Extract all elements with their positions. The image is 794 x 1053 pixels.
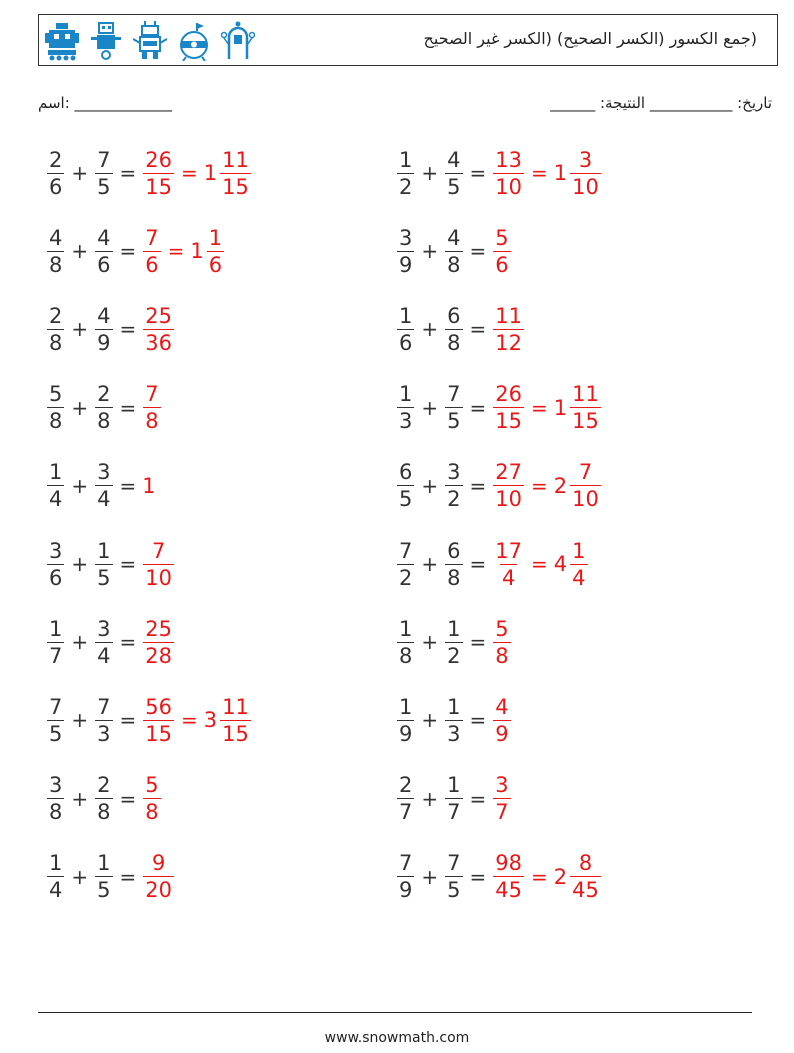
mixed-denominator: 45 — [572, 878, 599, 903]
footer-url: www.snowmath.com — [324, 1030, 470, 1046]
answer-fraction — [493, 694, 510, 747]
addend-a — [47, 225, 64, 278]
answer-fraction-numerator: 7 — [145, 382, 159, 407]
addend-b-denominator: 8 — [97, 409, 111, 434]
answer-fraction-numerator: 27 — [495, 460, 523, 485]
addend-a-denominator: 9 — [399, 878, 413, 903]
problem-item — [396, 846, 602, 908]
plus-sign: + — [421, 552, 439, 576]
addend-b — [95, 147, 112, 200]
problem-item — [396, 142, 602, 204]
problem-item — [396, 768, 512, 830]
plus-sign: + — [421, 708, 439, 733]
answer-fraction-numerator: 5 — [495, 616, 509, 641]
answer-fraction — [493, 459, 524, 512]
addend-a-numerator: 1 — [399, 382, 413, 407]
mixed-fraction — [570, 147, 601, 200]
addend-a — [47, 694, 64, 747]
addend-a-denominator: 9 — [399, 252, 413, 277]
answer-fraction-denominator: 10 — [495, 487, 523, 512]
addend-a-numerator: 7 — [49, 694, 63, 719]
equals-sign: = — [119, 630, 137, 655]
addend-a-numerator: 6 — [399, 460, 413, 485]
addend-a — [397, 459, 414, 512]
mixed-whole: 1 — [190, 239, 204, 264]
answer-fraction — [493, 850, 524, 903]
problem-item — [396, 689, 512, 751]
answer-fraction-denominator: 6 — [495, 252, 509, 277]
addend-a-denominator: 7 — [49, 643, 63, 668]
problem-item — [46, 455, 158, 517]
addend-a-numerator: 5 — [49, 382, 63, 407]
answer-fraction-numerator: 17 — [495, 538, 523, 563]
robot-icon-3 — [133, 21, 167, 61]
addend-a-numerator: 7 — [399, 851, 413, 876]
addend-a-denominator: 8 — [49, 409, 63, 434]
plus-sign: + — [71, 552, 89, 576]
addend-a — [397, 381, 414, 434]
answer-equals-sign: = — [531, 552, 548, 576]
plus-sign: + — [421, 786, 439, 811]
answer-fraction-numerator: 26 — [145, 147, 173, 172]
addend-a-numerator: 1 — [49, 616, 63, 641]
addend-b — [445, 538, 462, 591]
problem-item — [396, 455, 602, 517]
answer-fraction — [493, 303, 524, 356]
robot-icon-1 — [45, 21, 79, 61]
answer-fraction-denominator: 8 — [145, 409, 159, 434]
answer-fraction-numerator: 98 — [495, 851, 523, 876]
mixed-whole: 1 — [203, 161, 218, 185]
mixed-fraction — [570, 381, 601, 434]
plus-sign: + — [421, 864, 439, 889]
mixed-fraction — [570, 459, 601, 512]
mixed-whole: 2 — [553, 473, 568, 498]
addend-b-denominator: 5 — [447, 174, 461, 199]
mixed-denominator: 15 — [222, 174, 249, 199]
addend-b-numerator: 6 — [447, 303, 461, 328]
addend-b — [445, 225, 462, 278]
addend-b-denominator: 7 — [447, 800, 461, 825]
plus-sign: + — [71, 786, 89, 811]
mixed-whole: 4 — [553, 552, 568, 576]
answer-fraction-denominator: 15 — [495, 409, 523, 434]
addend-b-denominator: 5 — [97, 565, 111, 590]
addend-a-numerator: 2 — [399, 773, 413, 798]
plus-sign: + — [71, 708, 89, 733]
problem-item — [46, 768, 162, 830]
answer-fraction — [143, 694, 174, 747]
problem-item — [46, 846, 175, 908]
addend-a-numerator: 3 — [49, 773, 63, 798]
mixed-numerator: 11 — [222, 147, 249, 172]
addend-a-denominator: 8 — [49, 252, 63, 277]
addend-a-denominator: 6 — [399, 330, 413, 355]
addend-b — [95, 538, 112, 591]
problem-item — [46, 533, 175, 595]
answer-fraction — [493, 147, 524, 200]
mixed-numerator: 1 — [208, 225, 223, 250]
addend-a — [47, 303, 64, 356]
mixed-fraction — [220, 147, 251, 200]
equals-sign: = — [119, 239, 137, 264]
addend-a-numerator: 1 — [399, 303, 413, 328]
addend-b-denominator: 8 — [447, 330, 461, 355]
addend-a-denominator: 5 — [399, 487, 413, 512]
addend-a-numerator: 1 — [49, 460, 63, 485]
equals-sign: = — [469, 786, 487, 811]
addend-a-numerator: 2 — [49, 147, 63, 172]
answer-fraction-numerator: 4 — [495, 694, 509, 719]
addend-b-denominator: 4 — [97, 487, 111, 512]
addend-a-numerator: 1 — [49, 851, 63, 876]
addend-a — [47, 381, 64, 434]
answer-fraction — [143, 616, 174, 669]
answer-fraction — [143, 850, 174, 903]
addend-a-numerator: 2 — [49, 303, 63, 328]
mixed-fraction — [570, 850, 601, 903]
answer-fraction — [143, 538, 174, 591]
addend-b-numerator: 4 — [447, 225, 461, 250]
addend-a-denominator: 4 — [49, 878, 63, 903]
answer-fraction-denominator: 9 — [495, 721, 509, 746]
robot-icon-2 — [89, 21, 123, 61]
plus-sign: + — [71, 395, 89, 420]
mixed-whole: 1 — [553, 161, 568, 185]
answer-fraction-numerator: 25 — [145, 303, 173, 328]
answer-fraction-denominator: 15 — [145, 174, 173, 199]
addend-b — [95, 616, 112, 669]
mixed-numerator: 3 — [578, 147, 593, 172]
answer-equals-sign: = — [531, 473, 548, 498]
addend-b — [445, 381, 462, 434]
addend-a — [47, 459, 64, 512]
addend-b-numerator: 4 — [97, 303, 111, 328]
problem-item — [396, 533, 589, 595]
addend-b-numerator: 1 — [447, 694, 461, 719]
mixed-fraction — [220, 694, 251, 747]
equals-sign: = — [469, 239, 487, 264]
addend-b-numerator: 6 — [447, 538, 461, 563]
answer-fraction-denominator: 12 — [495, 330, 523, 355]
mixed-fraction — [570, 538, 587, 591]
addend-b-denominator: 2 — [447, 643, 461, 668]
addend-b — [95, 225, 112, 278]
addend-b — [95, 381, 112, 434]
equals-sign: = — [119, 552, 137, 576]
name-field: اسم: _____________ — [38, 94, 173, 112]
answer-fraction-denominator: 6 — [145, 252, 159, 277]
addend-a — [47, 772, 64, 825]
plus-sign: + — [421, 239, 439, 264]
mixed-denominator: 15 — [222, 721, 249, 746]
answer-equals-sign: = — [531, 864, 548, 889]
answer-fraction — [493, 616, 510, 669]
plus-sign: + — [71, 473, 89, 498]
addend-b-numerator: 2 — [97, 382, 111, 407]
addend-a-denominator: 8 — [49, 800, 63, 825]
answer-fraction-numerator: 13 — [495, 147, 523, 172]
answer-fraction — [143, 147, 174, 200]
addend-a — [397, 850, 414, 903]
addend-b — [445, 459, 462, 512]
answer-fraction-denominator: 4 — [501, 565, 516, 590]
equals-sign: = — [119, 473, 137, 498]
answer-fraction-numerator: 11 — [495, 303, 523, 328]
equals-sign: = — [119, 786, 137, 811]
addend-a — [397, 147, 414, 200]
answer-fraction-denominator: 15 — [145, 721, 173, 746]
plus-sign: + — [421, 473, 439, 498]
addend-a-denominator: 2 — [399, 565, 413, 590]
robot-icon-4 — [177, 21, 211, 61]
answer-fraction-numerator: 5 — [145, 773, 159, 798]
addend-a-numerator: 4 — [49, 225, 63, 250]
problem-item — [396, 377, 602, 439]
mixed-whole: 3 — [203, 708, 218, 733]
answer-fraction-numerator: 56 — [145, 694, 173, 719]
answer-fraction-denominator: 36 — [145, 330, 173, 355]
mixed-denominator: 10 — [572, 487, 599, 512]
equals-sign: = — [469, 552, 487, 576]
equals-sign: = — [469, 473, 487, 498]
answer-fraction-numerator: 25 — [145, 616, 173, 641]
mixed-denominator: 15 — [572, 409, 599, 434]
answer-fraction — [143, 303, 174, 356]
addend-a — [47, 147, 64, 200]
equals-sign: = — [469, 630, 487, 655]
addend-b-numerator: 1 — [97, 851, 111, 876]
answer-fraction — [493, 225, 510, 278]
addend-a — [397, 616, 414, 669]
addend-b — [95, 850, 112, 903]
answer-equals-sign: = — [181, 161, 198, 185]
addend-a-denominator: 5 — [49, 721, 63, 746]
answer-fraction — [143, 381, 160, 434]
plus-sign: + — [421, 395, 439, 420]
addend-a-numerator: 1 — [399, 616, 413, 641]
addend-a — [47, 616, 64, 669]
answer-fraction — [143, 772, 160, 825]
mixed-whole: 1 — [553, 395, 568, 420]
answer-fraction — [493, 538, 524, 591]
addend-b-numerator: 7 — [447, 851, 461, 876]
problem-item — [46, 142, 252, 204]
mixed-denominator: 10 — [572, 174, 599, 199]
answer-fraction-numerator: 26 — [495, 382, 523, 407]
addend-a — [397, 694, 414, 747]
mixed-denominator: 4 — [572, 565, 586, 590]
addend-b-numerator: 4 — [447, 147, 461, 172]
answer-fraction-denominator: 10 — [495, 174, 523, 199]
addend-a-numerator: 1 — [399, 147, 413, 172]
addend-b — [445, 616, 462, 669]
answer-equals-sign: = — [531, 161, 548, 185]
addend-b — [445, 850, 462, 903]
equals-sign: = — [119, 317, 137, 342]
equals-sign: = — [469, 161, 487, 185]
equals-sign: = — [469, 708, 487, 733]
answer-equals-sign: = — [167, 239, 185, 264]
equals-sign: = — [119, 161, 137, 185]
equals-sign: = — [469, 317, 487, 342]
addend-b — [95, 772, 112, 825]
mixed-fraction — [207, 225, 224, 278]
answer-fraction-numerator: 7 — [145, 225, 159, 250]
mixed-numerator: 1 — [572, 538, 586, 563]
problem-item — [396, 220, 512, 282]
addend-a-denominator: 6 — [49, 174, 63, 199]
addend-a-numerator: 1 — [399, 694, 413, 719]
problem-item — [396, 298, 525, 360]
addend-b-numerator: 2 — [97, 773, 111, 798]
plus-sign: + — [71, 161, 89, 185]
plus-sign: + — [421, 317, 439, 342]
equals-sign: = — [119, 708, 137, 733]
addend-a-denominator: 6 — [49, 565, 63, 590]
problem-item — [46, 377, 162, 439]
addend-b — [445, 694, 462, 747]
header-box — [38, 14, 778, 66]
addend-b-numerator: 3 — [97, 616, 111, 641]
addend-b — [445, 147, 462, 200]
answer-fraction — [493, 381, 524, 434]
addend-b-denominator: 5 — [97, 174, 111, 199]
equals-sign: = — [469, 864, 487, 889]
addend-a-denominator: 2 — [399, 174, 413, 199]
addend-a-denominator: 8 — [49, 330, 63, 355]
addend-b — [95, 694, 112, 747]
robot-icons — [45, 21, 255, 61]
mixed-numerator: 11 — [572, 382, 599, 407]
problem-item — [46, 611, 175, 673]
addend-a-denominator: 9 — [399, 721, 413, 746]
answer-fraction-denominator: 20 — [145, 878, 173, 903]
answer-equals-sign: = — [531, 395, 548, 420]
addend-b-denominator: 3 — [97, 721, 111, 746]
answer-fraction-denominator: 10 — [145, 565, 173, 590]
addend-b-denominator: 5 — [447, 878, 461, 903]
addend-b-denominator: 9 — [97, 330, 111, 355]
footer-divider — [38, 1012, 752, 1013]
mixed-numerator: 7 — [578, 460, 593, 485]
plus-sign: + — [71, 630, 89, 655]
addend-b-denominator: 6 — [97, 252, 111, 277]
addend-a-numerator: 3 — [399, 225, 413, 250]
addend-a-numerator: 3 — [49, 538, 63, 563]
addend-b-numerator: 4 — [97, 225, 111, 250]
addend-b-numerator: 7 — [97, 147, 111, 172]
mixed-numerator: 8 — [578, 851, 593, 876]
addend-b-denominator: 8 — [97, 800, 111, 825]
answer-fraction-denominator: 8 — [145, 800, 159, 825]
addend-a — [397, 303, 414, 356]
addend-b-numerator: 3 — [447, 460, 461, 485]
addend-b-numerator: 1 — [97, 538, 111, 563]
answer-fraction-numerator: 3 — [495, 773, 509, 798]
plus-sign: + — [421, 161, 439, 185]
date-score-field: ______ :تاريخ: ___________ النتيجة — [550, 94, 772, 112]
addend-b — [445, 303, 462, 356]
problem-item — [46, 298, 175, 360]
problem-item — [46, 689, 252, 751]
addend-a-denominator: 4 — [49, 487, 63, 512]
addend-b — [445, 772, 462, 825]
answer-fraction — [143, 225, 160, 278]
addend-b-numerator: 1 — [447, 616, 461, 641]
addend-b-denominator: 5 — [447, 409, 461, 434]
plus-sign: + — [421, 630, 439, 655]
addend-b-numerator: 7 — [97, 694, 111, 719]
addend-b — [95, 459, 112, 512]
robot-icon-5 — [221, 21, 255, 61]
addend-b-denominator: 8 — [447, 565, 461, 590]
addend-a-numerator: 7 — [399, 538, 413, 563]
equals-sign: = — [469, 395, 487, 420]
addend-b-numerator: 3 — [97, 460, 111, 485]
addend-b — [95, 303, 112, 356]
addend-a-denominator: 7 — [399, 800, 413, 825]
answer-fraction-numerator: 5 — [495, 225, 509, 250]
addend-a-denominator: 3 — [399, 409, 413, 434]
answer-fraction-denominator: 28 — [145, 643, 173, 668]
addend-a — [397, 772, 414, 825]
addend-a — [47, 850, 64, 903]
addend-a — [47, 538, 64, 591]
problem-item — [46, 220, 225, 282]
addend-a-denominator: 8 — [399, 643, 413, 668]
addend-b-denominator: 8 — [447, 252, 461, 277]
addend-b-denominator: 4 — [97, 643, 111, 668]
answer-equals-sign: = — [181, 708, 198, 733]
plus-sign: + — [71, 864, 89, 889]
answer-fraction-numerator: 7 — [151, 538, 166, 563]
answer-fraction-numerator: 9 — [151, 851, 166, 876]
mixed-denominator: 6 — [208, 252, 223, 277]
plus-sign: + — [71, 317, 89, 342]
mixed-whole: 2 — [553, 864, 568, 889]
mixed-numerator: 11 — [222, 694, 249, 719]
answer-whole: 1 — [142, 473, 156, 498]
answer-fraction-denominator: 45 — [495, 878, 523, 903]
plus-sign: + — [71, 239, 89, 264]
addend-a — [397, 225, 414, 278]
worksheet-title: (جمع الكسور (الكسر الصحيح) (الكسر غير الصحيح — [423, 29, 757, 48]
addend-b-denominator: 5 — [97, 878, 111, 903]
equals-sign: = — [119, 395, 137, 420]
addend-b-denominator: 3 — [447, 721, 461, 746]
answer-fraction-denominator: 7 — [495, 800, 509, 825]
answer-fraction — [493, 772, 510, 825]
addend-b-numerator: 7 — [447, 382, 461, 407]
addend-b-denominator: 2 — [447, 487, 461, 512]
answer-fraction-denominator: 8 — [495, 643, 509, 668]
problem-item — [396, 611, 512, 673]
addend-a — [397, 538, 414, 591]
equals-sign: = — [119, 864, 137, 889]
addend-b-numerator: 1 — [447, 773, 461, 798]
